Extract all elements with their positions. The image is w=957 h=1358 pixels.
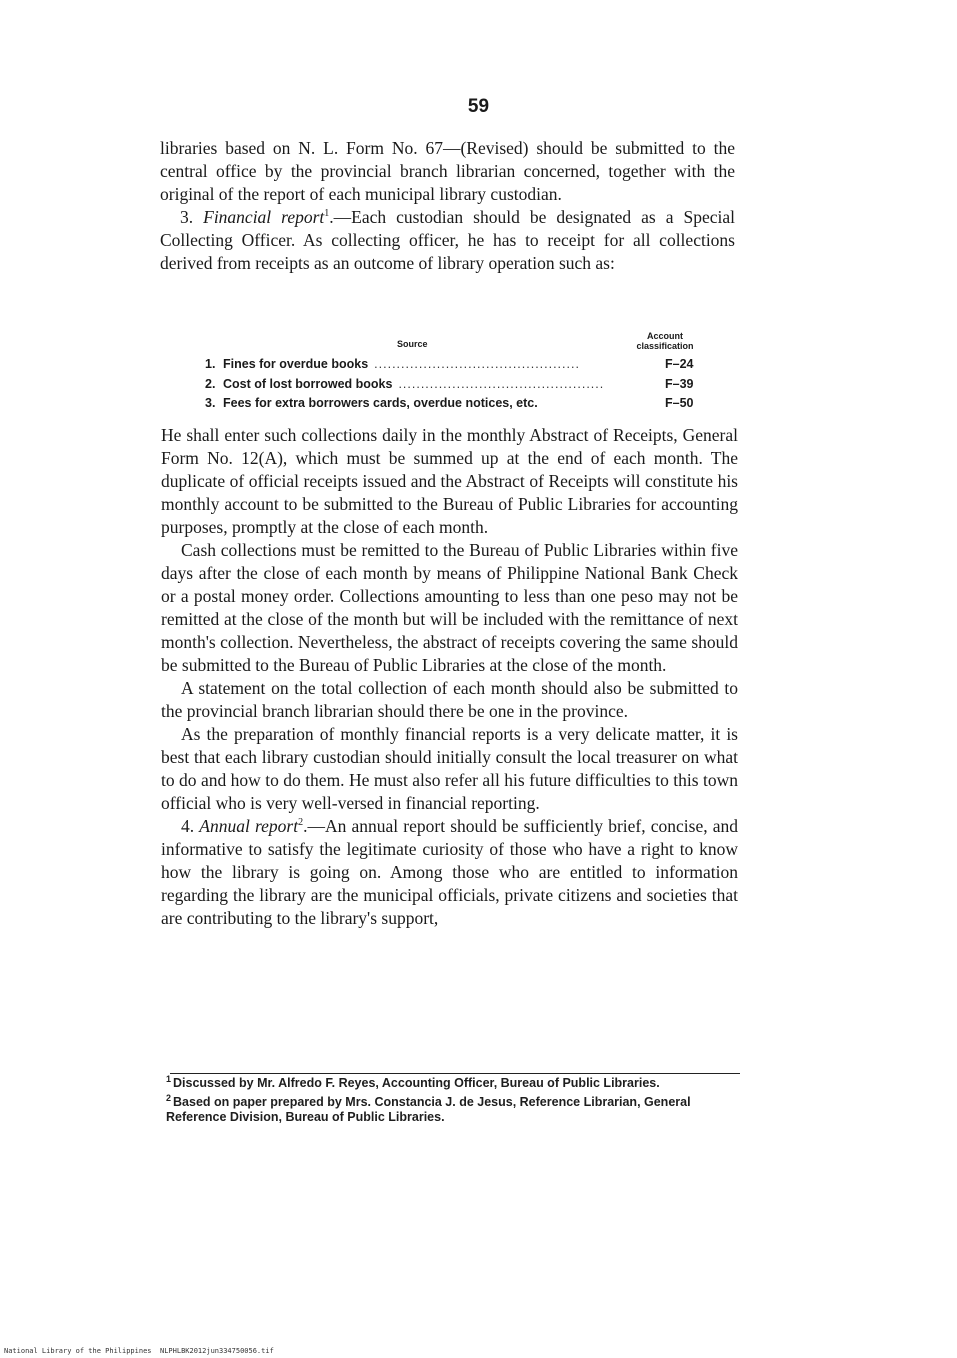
- row-leader-dots: ..............................................: [374, 357, 580, 371]
- footnote-mark: 1: [166, 1073, 172, 1084]
- footnote-divider: [170, 1073, 740, 1074]
- table-row: [205, 357, 705, 377]
- row-account-code: F–50: [665, 396, 694, 410]
- row-source: Fees for extra borrowers cards, overdue notices, etc.: [223, 396, 538, 410]
- row-source: Cost of lost borrowed books: [223, 376, 393, 391]
- table-row: [205, 396, 705, 416]
- footnote-1: [166, 1073, 746, 1091]
- paragraph-financial-report: [160, 206, 735, 275]
- footnote-ref-1: 1: [324, 208, 330, 220]
- paragraph-body: .—An annual report should be sufficiently brief, concise, and informative to satisfy the legitimate curiosity of those who have a right to know how the library is going on. Among those who are entitled to information regarding the library are the municipal officials, private citizens and societies that are contributing to the library's support,: [161, 816, 739, 928]
- row-account-code: F–24: [665, 357, 694, 371]
- section-number: 4.: [181, 816, 200, 836]
- table-header: [205, 331, 705, 357]
- lower-body-text: [161, 424, 738, 930]
- footnote-mark: 2: [166, 1092, 172, 1103]
- account-classification-table: [205, 331, 705, 416]
- row-number: 1.: [205, 357, 216, 371]
- page-number: 59: [467, 96, 490, 117]
- table-row: [205, 377, 705, 397]
- footnote-ref-2: 2: [298, 817, 304, 829]
- footnote-2: [166, 1092, 746, 1125]
- section-heading-financial-report: Financial report: [203, 207, 325, 227]
- scan-footer-library: National Library of the Philippines: [4, 1347, 152, 1355]
- paragraph-continued: libraries based on N. L. Form No. 67—(Revised) should be submitted to the central office by the provincial branch librarian concerned, together with the original of the report of each municipal library custodian.: [160, 138, 735, 204]
- paragraph-statement: A statement on the total collection of each month should also be submitted to the provincial branch librarian should there be one in the province.: [161, 678, 738, 721]
- section-number: 3.: [180, 207, 204, 227]
- paragraph-cash-collections: Cash collections must be remitted to the Bureau of Public Libraries within five days after the close of each month by means of Philippine National Bank Check or a postal money order. Collections amounting to less than one peso may not be remitted at the close of the month but will be included with the remittance of next month's collection. Nevertheless, the abstract of receipts covering the same should be submitted to the Bureau of Public Libraries at the close of the month.: [161, 540, 738, 675]
- header-account-classification: [623, 331, 707, 351]
- paragraph-annual-report: [161, 815, 738, 930]
- paragraph-monthly-reports: As the preparation of monthly financial reports is a very delicate matter, it is best that each library custodian should initially consult the local treasurer on what to do and how to do them. He must also refer all his future difficulties to this town official who is very well-versed in financial reporting.: [161, 724, 738, 813]
- row-number: 3.: [205, 396, 216, 410]
- header-account-line2: classification: [636, 341, 694, 351]
- footnotes: [166, 1073, 746, 1129]
- row-leader-dots: ..............................................: [398, 376, 605, 391]
- footnote-text: Based on paper prepared by Mrs. Constancia J. de Jesus, Reference Librarian, General Reference Division, Bureau of Public Libraries.: [166, 1095, 691, 1124]
- upper-body-text: [160, 137, 735, 275]
- row-source: Fines for overdue books: [223, 357, 369, 371]
- paragraph-abstract-of-receipts: He shall enter such collections daily in the monthly Abstract of Receipts, General Form No. 12(A), which must be summed up at the end of each month. The duplicate of official receipts issued and the Abstract of Receipts will constitute his monthly account to be submitted to the Bureau of Public Libraries for accounting purposes, promptly at the close of each month.: [161, 425, 738, 537]
- header-source: Source: [397, 339, 428, 349]
- header-account-line1: Account: [647, 331, 683, 341]
- section-heading-annual-report: Annual report: [199, 816, 299, 836]
- paragraph-body: .—Each custodian should be designated as a Special Collecting Officer. As collecting officer, he has to receipt for all collections derived from receipts as an outcome of library operation such as:: [160, 207, 735, 273]
- scan-footer-filename: NLPHLBK2012jun334750056.tif: [160, 1347, 274, 1355]
- row-number: 2.: [205, 376, 216, 391]
- footnote-text: Discussed by Mr. Alfredo F. Reyes, Accounting Officer, Bureau of Public Libraries.: [173, 1076, 660, 1090]
- row-account-code: F–39: [665, 376, 694, 391]
